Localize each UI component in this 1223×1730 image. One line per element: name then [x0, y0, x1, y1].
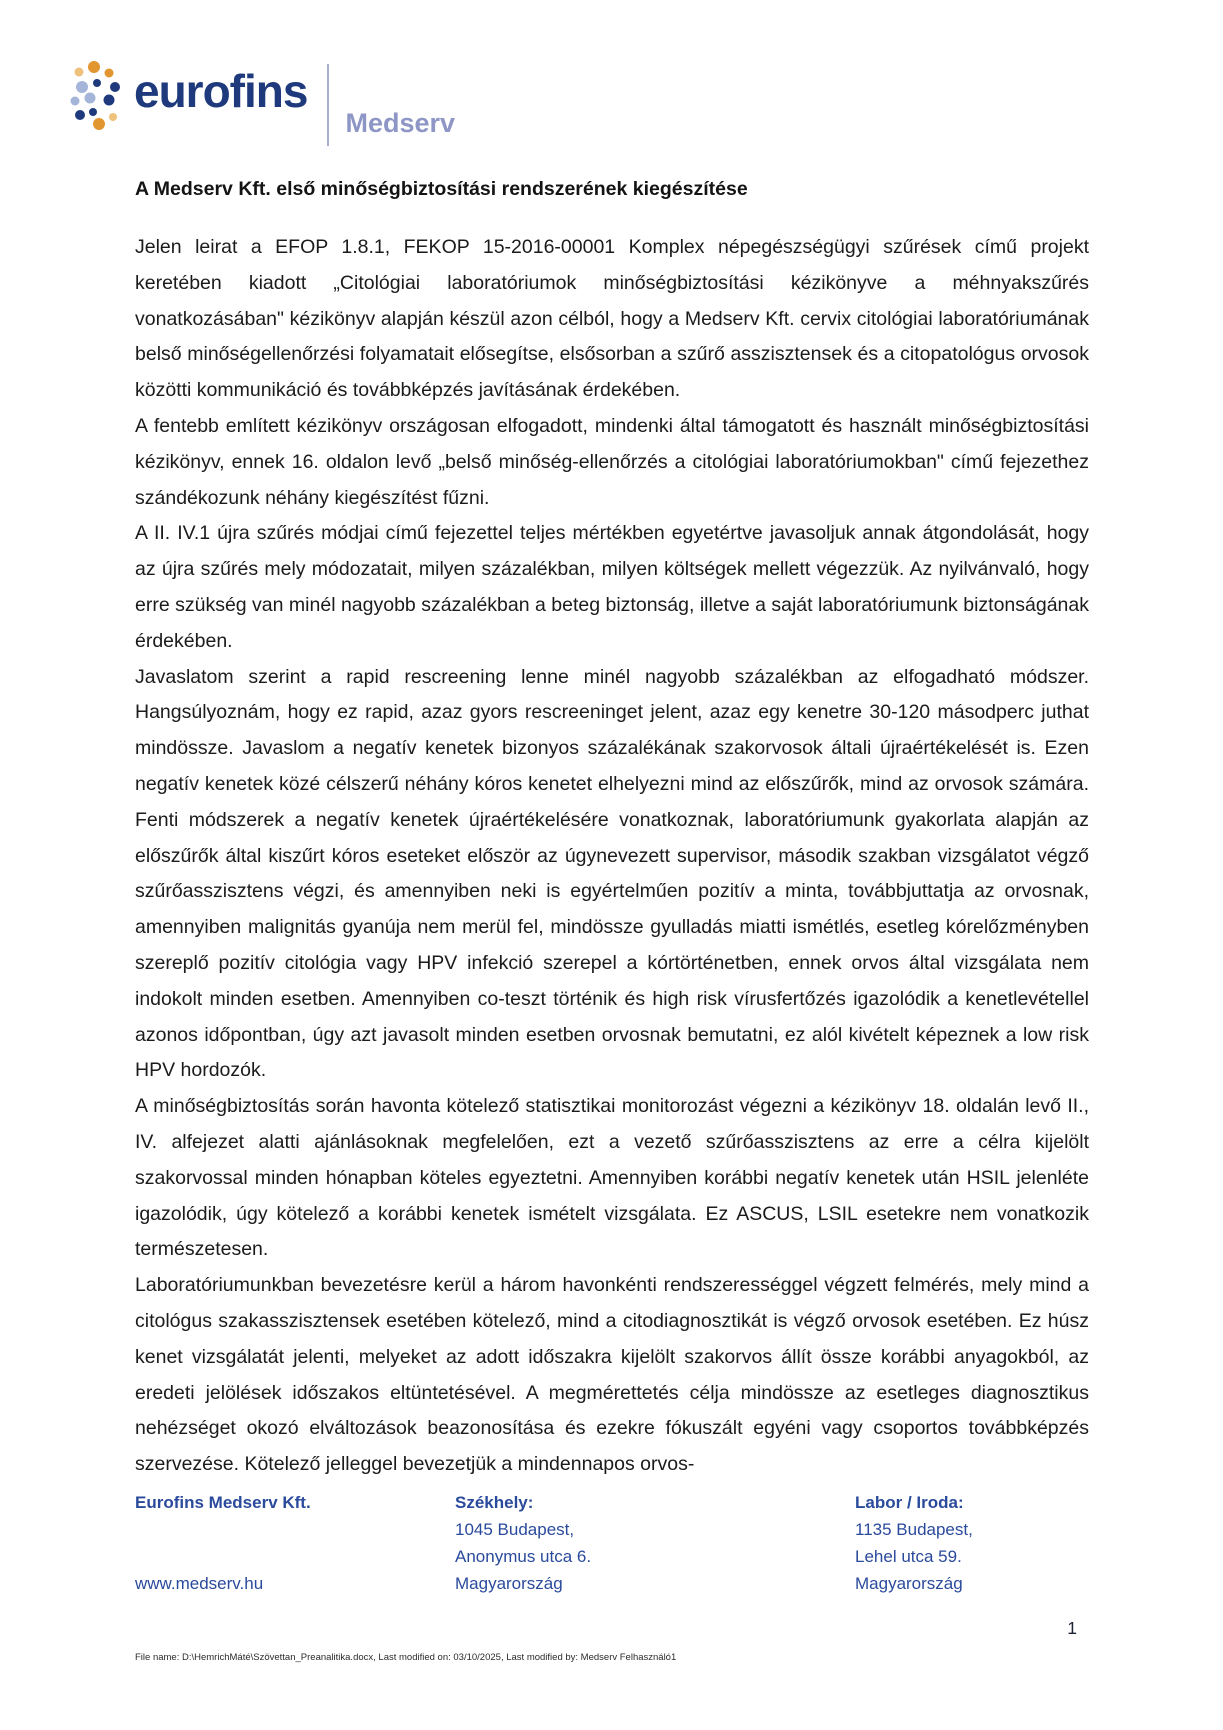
eurofins-logo-icon — [68, 60, 122, 132]
eurofins-wordmark: eurofins — [134, 65, 308, 117]
body-paragraph-4: Javaslatom szerint a rapid rescreening lenne minél nagyobb százalékban az elfogadható módszer. Hangsúlyoznám, hogy ez rapid, azaz gyors rescreeninget jelent, azaz egy kenetre 30-120 másodperc juthat mindössze. Javaslom a negatív kenetek bizonyos százalékának szakorvosok általi újraértékelését is. Ezen negatív kenetek közé célszerű néhány kóros kenetet elhelyezni mind az előszűrők, mind az orvosok számára. Fenti módszerek a negatív kenetek újraértékelésére vonatkoznak, laboratóriumunk gyakorlata alapján az előszűrők által kiszűrt kóros eseteket először az úgynevezett supervisor, második szakban vizsgálatot végző szűrőasszisztens végzi, és amennyiben neki is egyértelműen pozitív a minta, továbbjuttatja az orvosnak, amennyiben malignitás gyanúja nem merül fel, mindössze gyulladás miatti ismétlés, esetleg kórelőzményben szereplő pozitív citológia vagy HPV infekció szerepel a kórtörténetben, ennek orvos által vizsgálata nem indokolt minden esetben. Amennyiben co-teszt történik és high risk vírusfertőzés igazolódik a kenetlevétellel azonos időpontban, úgy azt javasolt minden esetben orvosnak bemutatni, ez alól kivételt képeznek a low risk HPV hordozók. — [135, 665, 1089, 1082]
medserv-wordmark: Medserv — [345, 108, 456, 138]
page-footer — [135, 1489, 1089, 1597]
footer-hq-line: Anonymus utca 6. — [455, 1547, 592, 1566]
document-title: A Medserv Kft. első minőségbiztosítási rendszerének kiegészítése — [135, 178, 748, 200]
body-paragraph-6: Laboratóriumunkban bevezetésre kerül a három havonkénti rendszerességgel végzett felmérés, mely mind a citológus szakasszisztensek esetében kötelező, mind a citodiagnosztikát is végző orvosok esetében. Ez húsz kenet vizsgálatát jelenti, melyeket az adott időszakra kijelölt szakorvos állít össze korábbi anyagokból, az eredeti jelölések időszakos eltüntetésével. A megmérettetés célja mindössze az esetleges diagnosztikus nehézséget okozó elváltozások beazonosítása és ezekre fókuszált egyéni vagy csoportos továbbképzés szervezése. Kötelező jelleggel bevezetjük a mindennapos orvos- — [135, 1274, 1089, 1476]
footer-website: www.medserv.hu — [135, 1574, 264, 1593]
footer-lab-line: Magyarország — [855, 1574, 963, 1593]
footer-lab-column — [855, 1489, 1089, 1597]
body-paragraph-1: Jelen leirat a EFOP 1.8.1, FEKOP 15-2016-00001 Komplex népegészségügyi szűrések című projekt keretében kiadott „Citológiai laboratóriumok minőségbiztosítási kézikönyve a méhnyakszűrés vonatkozásában" kézikönyv alapján készül azon célból, hogy a Medserv Kft. cervix citológiai laboratóriumának belső minőségellenőrzési folyamatait elősegítse, elsősorban a szűrő asszisztensek és a citopatológus orvosok közötti kommunikáció és továbbképzés javításának érdekében. — [135, 236, 1089, 402]
page-number: 1 — [1067, 1618, 1077, 1638]
footer-company-column — [135, 1489, 455, 1597]
logo-divider — [327, 64, 329, 146]
footer-lab-line: 1135 Budapest, — [855, 1520, 973, 1539]
file-info: File name: D:\HemrichMáté\Szövettan_Preanalitika.docx, Last modified on: 03/10/2025, Last modified by: Medserv Felhasználó1 — [135, 1652, 677, 1663]
footer-company-name: Eurofins Medserv Kft. — [135, 1493, 311, 1512]
body-paragraph-5: A minőségbiztosítás során havonta kötelező statisztikai monitorozást végezni a kézikönyv 18. oldalán levő II., IV. alfejezet alatti ajánlásoknak megfelelően, ezt a vezető szűrőasszisztens az erre a célra kijelölt szakorvossal minden hónapban köteles egyeztetni. Amennyiben korábbi negatív kenetek után HSIL jelenléte igazolódik, úgy kötelező a korábbi kenetek ismételt vizsgálata. Ez ASCUS, LSIL esetekre nem vonatkozik természetesen. — [135, 1095, 1089, 1261]
footer-lab-label: Labor / Iroda: — [855, 1493, 964, 1512]
body-paragraph-2: A fentebb említett kézikönyv országosan elfogadott, mindenki által támogatott és használt minőségbiztosítási kézikönyv, ennek 16. oldalon levő „belső minőség-ellenőrzés a citológiai laboratóriumokban" című fejezethez szándékozunk néhány kiegészítést fűzni. — [135, 414, 1089, 509]
footer-hq-line: Magyarország — [455, 1574, 563, 1593]
brand-header — [68, 52, 455, 146]
footer-lab-line: Lehel utca 59. — [855, 1547, 962, 1566]
body-paragraph-3: A II. IV.1 újra szűrés módjai című fejezettel teljes mértékben egyetértve javasoljuk annak átgondolását, hogy az újra szűrés mely módozatait, milyen százalékban, milyen költségek mellett végezzük. Az nyilvánvaló, hogy erre szükség van minél nagyobb százalékban a beteg biztonság, illetve a saját laboratóriumunk biztonságának érdekében. — [135, 522, 1089, 652]
footer-hq-label: Székhely: — [455, 1493, 534, 1512]
document-body — [135, 176, 1089, 1483]
footer-hq-column — [455, 1489, 855, 1597]
footer-hq-line: 1045 Budapest, — [455, 1520, 575, 1539]
